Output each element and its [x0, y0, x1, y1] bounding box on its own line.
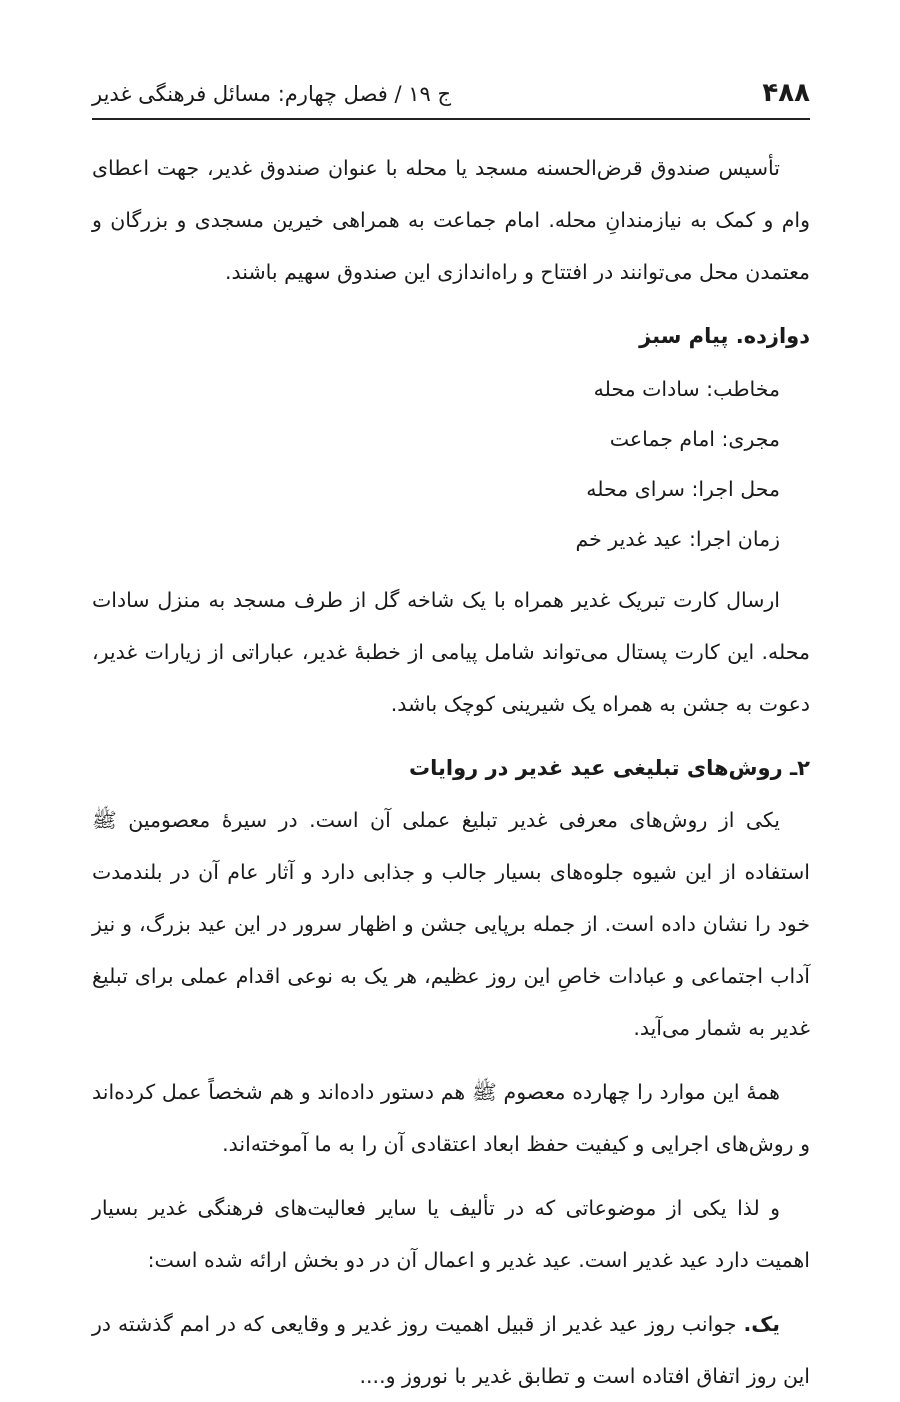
header-rule — [92, 118, 810, 120]
paragraph-topics: و لذا یکی از موضوعاتی که در تألیف یا سایر فعالیت‌های فرهنگی غدیر بسیار اهمیت دارد عید غدیر است. عید غدیر و اعمال آن در دو بخش ارائه شده است: — [92, 1196, 810, 1272]
program-spec-list — [92, 364, 810, 564]
running-title: ج ۱۹ / فصل چهارم: مسائل فرهنگی غدیر — [92, 82, 452, 106]
paragraph-greeting-card: ارسال کارت تبریک غدیر همراه با یک شاخه گل از طرف مسجد به منزل سادات محله. این کارت پستال می‌تواند شامل پیامی از خطبهٔ غدیر، عباراتی از زیارات غدیر، دعوت به جشن به همراه یک شیرینی کوچک باشد. — [92, 588, 810, 716]
spec-location: محل اجرا: سرای محله — [586, 477, 780, 501]
spec-audience: مخاطب: سادات محله — [593, 377, 780, 401]
paragraph-fourteen-infallibles: همهٔ این موارد را چهارده معصوم ﷺ هم دستور داده‌اند و هم شخصاً عمل کرده‌اند و روش‌های اجرایی و کیفیت حفظ ابعاد اعتقادی آن را به ما آموخته‌اند. — [92, 1080, 810, 1156]
page-body — [92, 142, 810, 1402]
section-heading-green-message: دوازده. پیام سبز — [639, 324, 810, 348]
paragraph-fund: تأسیس صندوق قرض‌الحسنه مسجد یا محله با عنوان صندوق غدیر، جهت اعطای وام و کمک به نیازمندانِ محله. امام جماعت به همراهی خیرین مسجدی و بزرگان و معتمدن محل می‌توانند در افتتاح و راه‌اندازی این صندوق سهیم باشند. — [92, 156, 810, 284]
part-one-lead: یک. — [743, 1312, 780, 1336]
spec-time: زمان اجرا: عید غدیر خم — [575, 527, 780, 551]
paragraph-practical-promotion: یکی از روش‌های معرفی غدیر تبلیغ عملی آن است. در سیرهٔ معصومین ﷺ استفاده از این شیوه جلوه‌های بسیار جالب و جذابی دارد و آثار عام آن در بلندمدت خود را نشان داده است. از جمله برپایی جشن و اظهار سرور در این عید بزرگ، و نیز آداب اجتماعی و عبادات خاصِ این روز عظیم، هر یک به نوعی اقدام عملی برای تبلیغ غدیر به شمار می‌آید. — [92, 808, 810, 1040]
page-number: ۴۸۸ — [762, 78, 810, 108]
part-one-text: جوانب روز عید غدیر از قبیل اهمیت روز غدیر و وقایعی که در امم گذشته در این روز اتفاق افتاده است و تطابق غدیر با نوروز و.... — [92, 1312, 810, 1388]
spec-executor: مجری: امام جماعت — [609, 427, 780, 451]
paragraph-part-one — [92, 1298, 810, 1402]
section-heading-methods: ۲ـ روش‌های تبلیغی عید غدیر در روایات — [409, 756, 810, 780]
page-header — [92, 78, 810, 108]
